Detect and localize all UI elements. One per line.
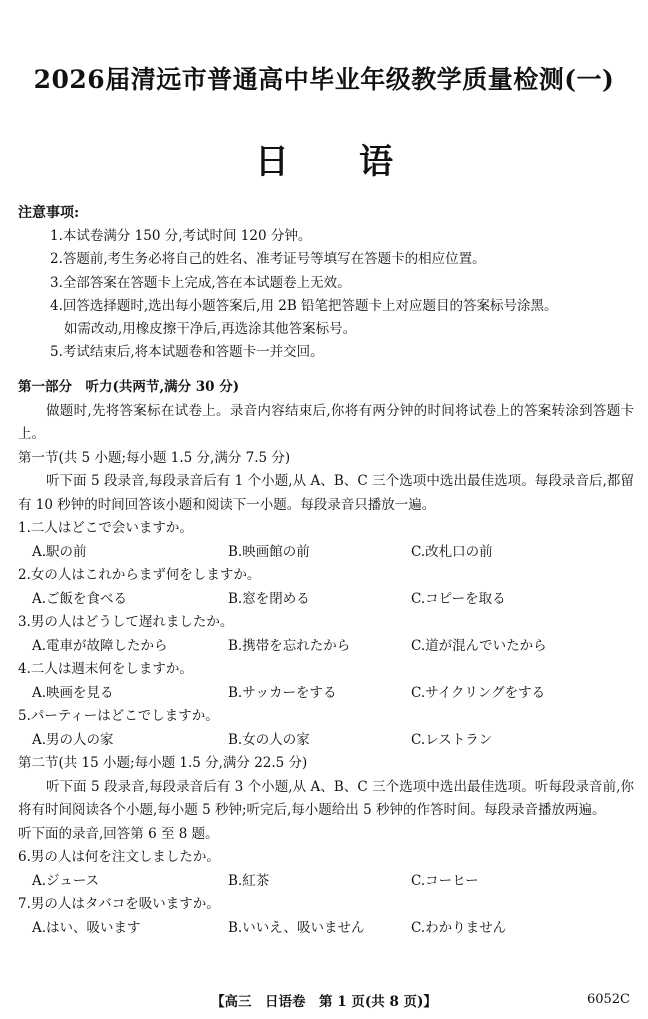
notice-item: 4.回答选择题时,选出每小题答案后,用 2B 铅笔把答题卡上对应题目的答案标号涂黑。 [50, 297, 558, 314]
option-c: C.わかりません [411, 919, 507, 936]
part1-listening [18, 376, 634, 940]
paper-code: 6052C [586, 992, 630, 1007]
option-a: A.ジュース [32, 872, 100, 889]
question-6: 6.男の人は何を注文しましたか。 [18, 849, 220, 865]
question-3: 3.男の人はどうして遅れましたか。 [18, 614, 234, 630]
option-b: B.携帯を忘れたから [228, 637, 351, 654]
question-3-options [18, 635, 634, 659]
option-b: B.映画館の前 [228, 543, 310, 560]
option-a: A.ご飯を食べる [32, 590, 128, 607]
question-1-options [18, 541, 634, 565]
section1-instruction: 听下面 5 段录音,每段录音后有 1 个小题,从 A、B、C 三个选项中选出最佳选项。每段录音后,都留有 10 秒钟的时间回答该小题和阅读下一小题。每段录音只播放一遍。 [18, 473, 634, 513]
option-a: A.電車が故障したから [32, 637, 168, 654]
question-5-options [18, 729, 634, 753]
option-b: B.女の人の家 [228, 731, 310, 748]
option-b: B.サッカーをする [228, 684, 337, 701]
option-a: A.映画を見る [32, 684, 114, 701]
section1-title: 第一节(共 5 小题;每小题 1.5 分,满分 7.5 分) [18, 449, 291, 466]
option-c: C.レストラン [411, 731, 493, 748]
section2-instruction: 听下面 5 段录音,每段录音后有 3 个小题,从 A、B、C 三个选项中选出最佳选项。听每段录音前,你将有时间阅读各个小题,每小题 5 秒钟;听完后,每小题给出 5 秒钟的作答时间。每段录音播放两遍。 [18, 778, 634, 818]
option-c: C.改札口の前 [411, 543, 493, 560]
option-c: C.サイクリングをする [411, 684, 546, 701]
option-b: B.紅茶 [228, 872, 270, 889]
option-c: C.コピーを取る [411, 590, 506, 607]
notice-item: 3.全部答案在答题卡上完成,答在本试题卷上无效。 [50, 274, 351, 291]
option-b: B.いいえ、吸いません [228, 919, 365, 936]
option-c: C.道が混んでいたから [411, 637, 547, 654]
question-2-options [18, 588, 634, 612]
option-b: B.窓を閉める [228, 590, 310, 607]
option-c: C.コーヒー [411, 872, 479, 889]
part1-instruction: 做题时,先将答案标在试卷上。录音内容结束后,你将有两分钟的时间将试卷上的答案转涂到答题卡上。 [18, 402, 634, 442]
question-1: 1.二人はどこで会いますか。 [18, 520, 193, 536]
question-6-options [18, 870, 634, 894]
question-7-options [18, 917, 634, 941]
notice-item: 5.考试结束后,将本试题卷和答题卡一并交回。 [50, 344, 324, 361]
question-5: 5.パーティーはどこでしますか。 [18, 708, 219, 724]
option-a: A.はい、吸います [32, 919, 141, 936]
notice-item: 2.答题前,考生务必将自己的姓名、准考证号等填写在答题卡的相应位置。 [50, 251, 486, 268]
option-a: A.男の人の家 [32, 731, 114, 748]
page-title: 2026届清远市普通高中毕业年级教学质量检测(一) [33, 65, 615, 94]
part1-title: 第一部分 听力(共两节,满分 30 分) [18, 379, 240, 395]
section2-title: 第二节(共 15 小题;每小题 1.5 分,满分 22.5 分) [18, 755, 308, 771]
page-footer: 【高三 日语卷 第 1 页(共 8 页)】 [211, 994, 437, 1010]
notice-heading: 注意事项: [18, 205, 80, 221]
question-4-options [18, 682, 634, 706]
group-intro: 听下面的录音,回答第 6 至 8 题。 [18, 825, 219, 842]
option-a: A.駅の前 [32, 543, 87, 560]
question-2: 2.女の人はこれからまず何をしますか。 [18, 567, 261, 583]
notice-item-continued: 如需改动,用橡皮擦干净后,再选涂其他答案标号。 [64, 321, 357, 338]
question-4: 4.二人は週末何をしますか。 [18, 661, 193, 677]
question-7: 7.男の人はタバコを吸いますか。 [18, 896, 220, 912]
subject-title: 日语 [255, 142, 463, 182]
notice-item: 1.本试卷满分 150 分,考试时间 120 分钟。 [50, 228, 312, 245]
notice-section [18, 202, 638, 364]
